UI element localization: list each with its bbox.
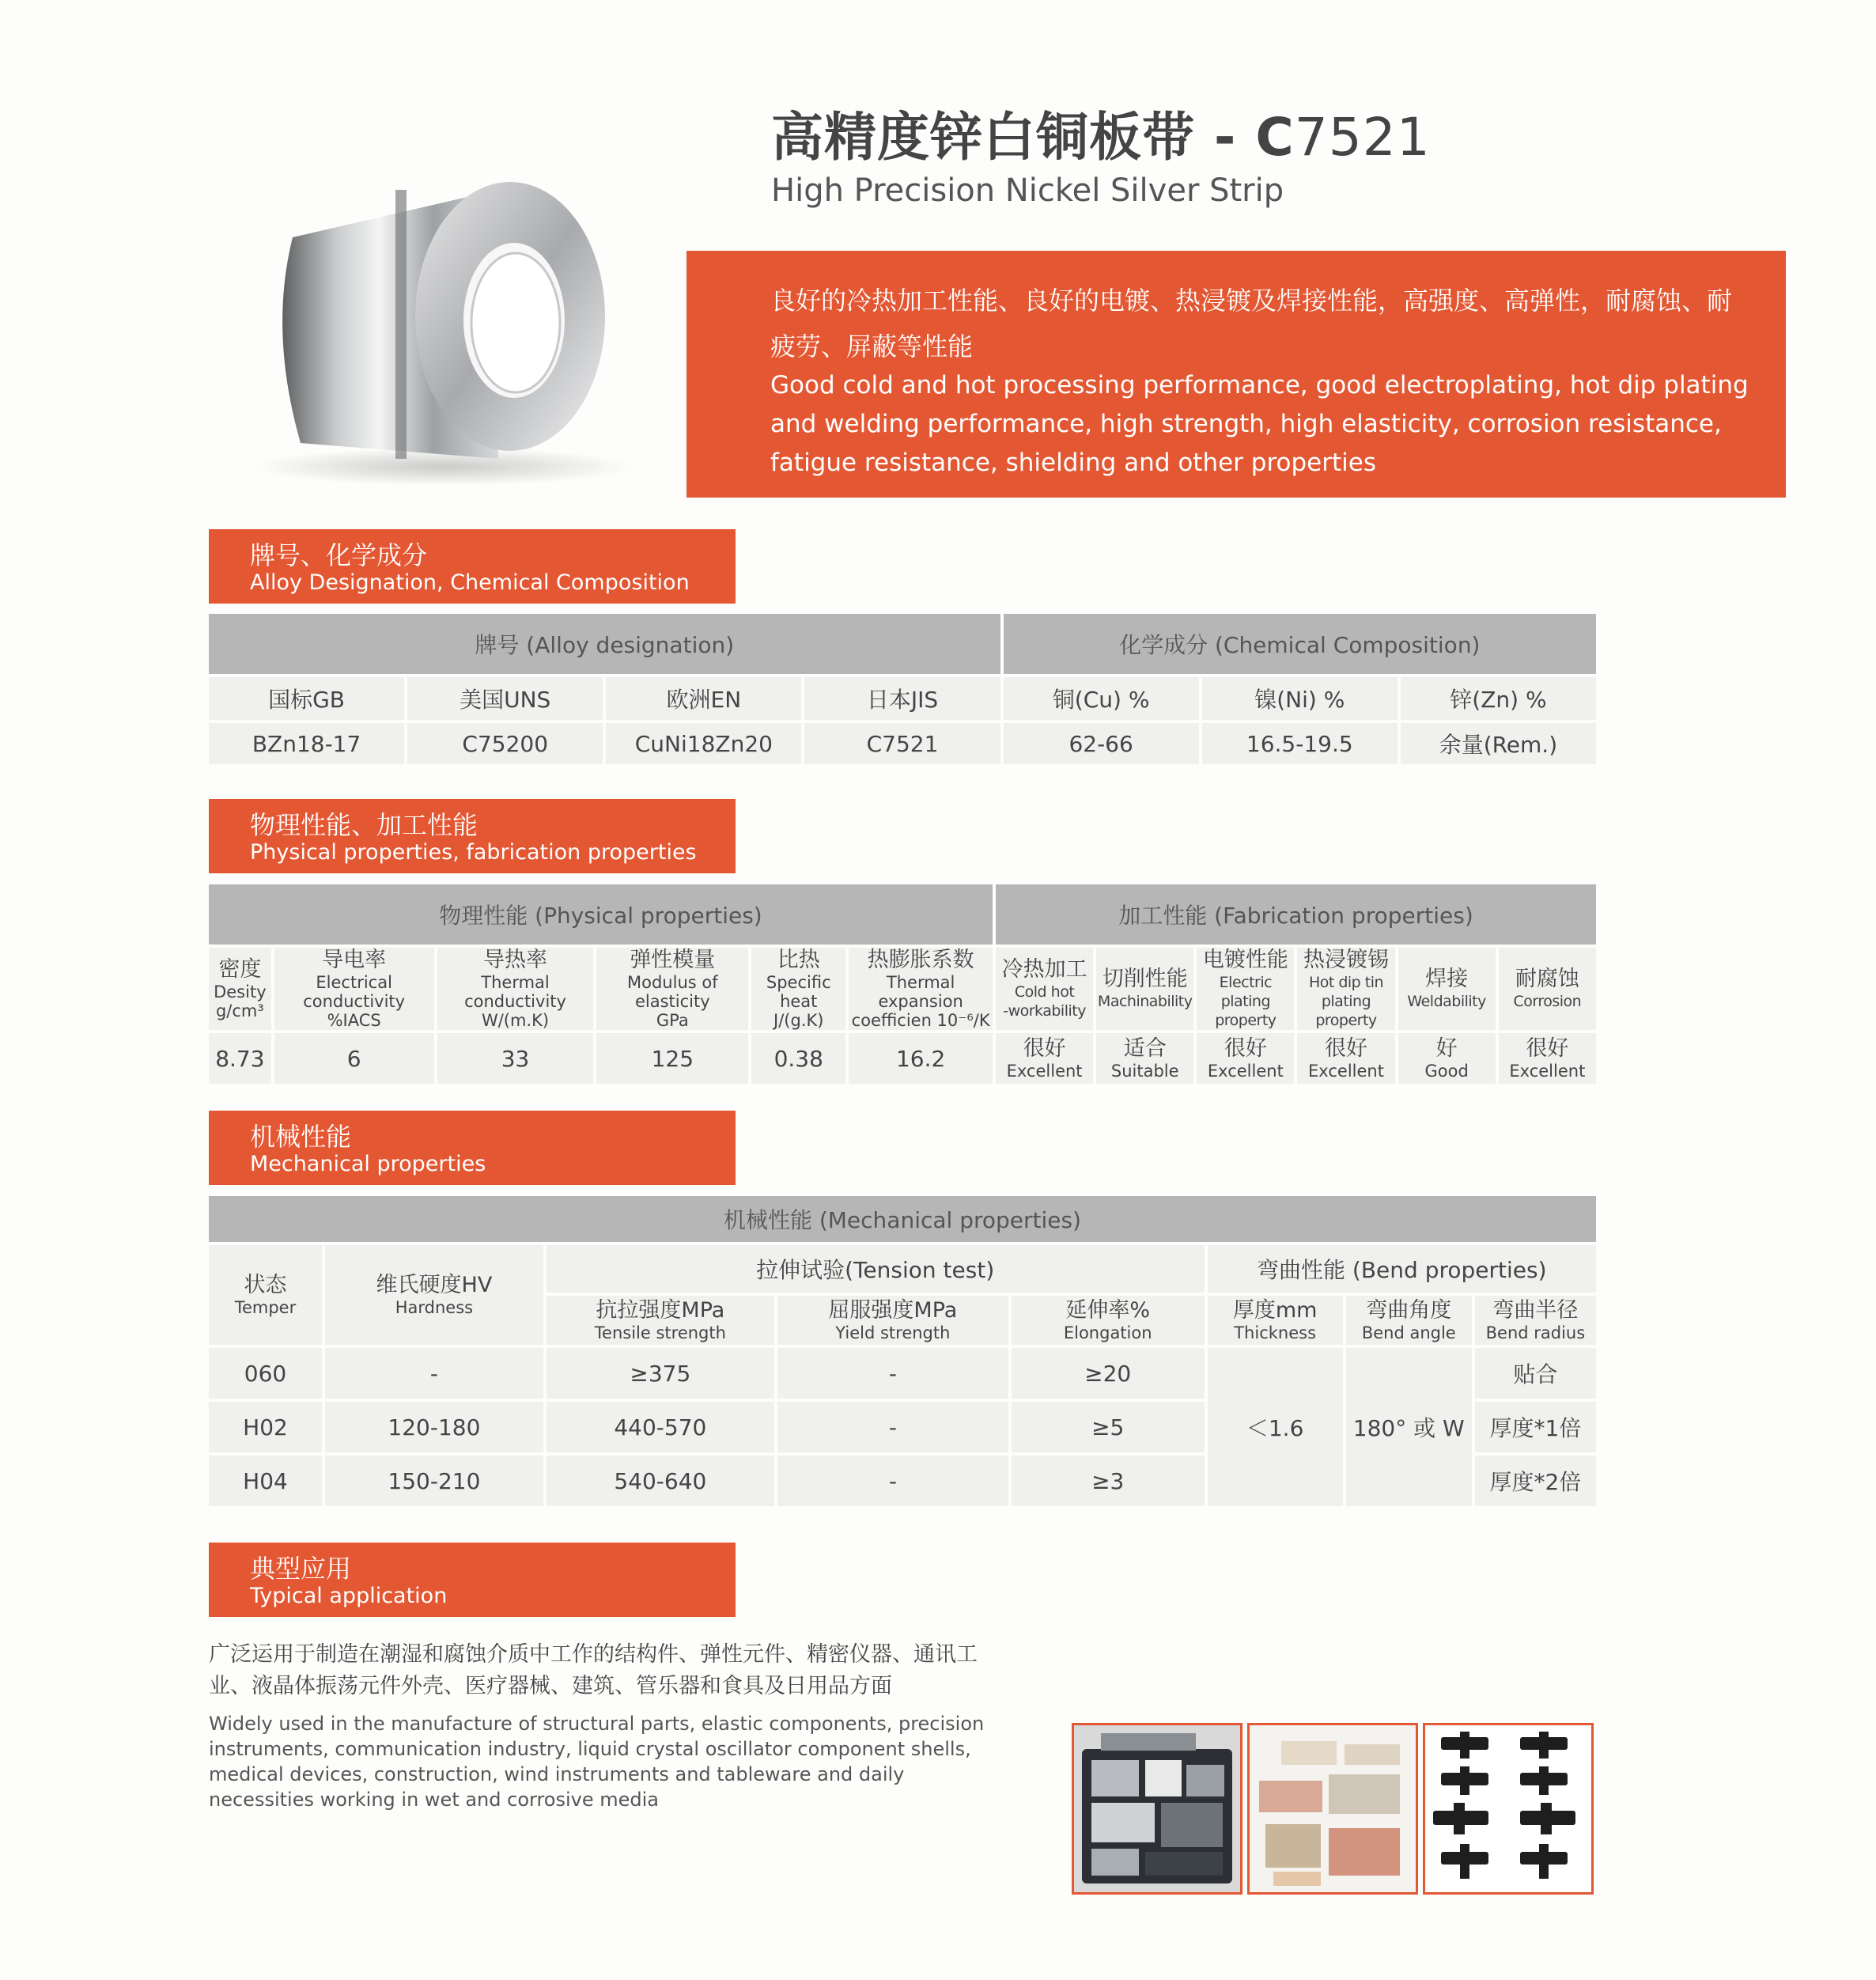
- table-cell: ≥375: [547, 1348, 774, 1399]
- table-cell: 余量(Rem.): [1401, 723, 1596, 764]
- table-cell: -: [777, 1402, 1008, 1452]
- col-header-hot-dip: 热浸镀锡 Hot dip tin plating property: [1297, 948, 1394, 1030]
- col-header: 锌(Zn) %: [1401, 677, 1596, 720]
- group-header-fabrication: 加工性能 (Fabrication properties): [996, 884, 1596, 945]
- group-header-bend: 弯曲性能 (Bend properties): [1208, 1245, 1596, 1293]
- col-header-hardness: 维氏硬度HV Hardness: [325, 1245, 543, 1345]
- section-title-cn: 典型应用: [250, 1554, 352, 1584]
- application-text-cn: 广泛运用于制造在潮湿和腐蚀介质中工作的结构件、弹性元件、精密仪器、通讯工业、液晶体振荡元件外壳、医疗器械、建筑、管乐器和食具及日用品方面: [209, 1642, 978, 1698]
- group-header-alloy: 牌号 (Alloy designation): [209, 614, 1000, 674]
- table-cell: ≥5: [1012, 1402, 1205, 1452]
- table-cell-bend-angle: 180° 或 W: [1346, 1348, 1472, 1506]
- table-cell: CuNi18Zn20: [606, 723, 801, 764]
- table-cell: -: [325, 1348, 543, 1399]
- col-header-modulus: 弹性模量 Modulus of elasticity GPa: [596, 948, 748, 1030]
- table-cell: H02: [209, 1402, 322, 1452]
- table-cell: ≥20: [1012, 1348, 1205, 1399]
- col-header-elongation: 延伸率% Elongation: [1012, 1296, 1205, 1345]
- col-header-thermal-expansion: 热膨胀系数 Thermal expansion coefficien 10⁻⁶/K: [849, 948, 993, 1030]
- section-header-mechanical: [209, 1111, 736, 1185]
- col-header-temper: 状态 Temper: [209, 1245, 322, 1345]
- table-cell: 540-640: [547, 1456, 774, 1506]
- col-header-workability: 冷热加工 Cold hot -workability: [996, 948, 1093, 1030]
- table-cell: 16.2: [849, 1033, 993, 1084]
- table-cell: 16.5-19.5: [1202, 723, 1398, 764]
- rating-cell: 适合 Suitable: [1096, 1033, 1193, 1084]
- table-cell: 150-210: [325, 1456, 543, 1506]
- mechanical-table-title: 机械性能 (Mechanical properties): [209, 1196, 1596, 1242]
- col-header-yield: 屈服强度MPa Yield strength: [777, 1296, 1008, 1345]
- section-title-cn: 牌号、化学成分: [250, 540, 428, 570]
- section-header-alloy: [209, 529, 736, 604]
- table-cell: 120-180: [325, 1402, 543, 1452]
- table-cell: 440-570: [547, 1402, 774, 1452]
- section-title-en: Mechanical properties: [250, 1152, 486, 1176]
- rating-cell: 很好 Excellent: [1197, 1033, 1294, 1084]
- col-header-thickness: 厚度mm Thickness: [1208, 1296, 1343, 1345]
- section-title-en: Physical properties, fabrication properties: [250, 840, 697, 865]
- col-header-machinability: 切削性能 Machinability: [1096, 948, 1193, 1030]
- section-title-en: Typical application: [250, 1584, 448, 1608]
- physical-properties-table: [206, 881, 1599, 1087]
- col-header: 铜(Cu) %: [1004, 677, 1199, 720]
- group-header-tension: 拉伸试验(Tension test): [547, 1245, 1205, 1293]
- table-cell: BZn18-17: [209, 723, 404, 764]
- table-cell: -: [777, 1456, 1008, 1506]
- table-row: [209, 1033, 1596, 1084]
- table-cell: 厚度*2倍: [1475, 1456, 1596, 1506]
- col-header-thermal-conductivity: 导热率 Thermal conductivity W/(m.K): [437, 948, 594, 1030]
- col-header: 国标GB: [209, 677, 404, 720]
- rating-cell: 很好 Excellent: [996, 1033, 1093, 1084]
- feature-text-en: Good cold and hot processing performance, good electroplating, hot dip plating and welding performance, high strength, high elasticity, corrosion resistance, fatigue resistance, shielding and other properties: [770, 371, 1749, 477]
- col-header-conductivity: 导电率 Electrical conductivity %IACS: [274, 948, 434, 1030]
- col-header-bend-angle: 弯曲角度 Bend angle: [1346, 1296, 1472, 1345]
- table-cell: 125: [596, 1033, 748, 1084]
- table-cell: 厚度*1倍: [1475, 1402, 1596, 1452]
- table-cell: 8.73: [209, 1033, 271, 1084]
- alloy-composition-table: [206, 611, 1599, 767]
- section-title-cn: 机械性能: [250, 1122, 352, 1152]
- col-header-electric-plating: 电镀性能 Electric plating property: [1197, 948, 1294, 1030]
- col-header: 镍(Ni) %: [1202, 677, 1398, 720]
- table-cell: 060: [209, 1348, 322, 1399]
- table-cell: 6: [274, 1033, 434, 1084]
- table-cell: 62-66: [1004, 723, 1199, 764]
- group-header-composition: 化学成分 (Chemical Composition): [1004, 614, 1596, 674]
- metal-coil-image: [237, 174, 664, 490]
- table-cell: C75200: [407, 723, 603, 764]
- table-row: [209, 723, 1596, 764]
- col-header-specific-heat: 比热 Specific heat J/(g.K): [751, 948, 845, 1030]
- application-text-en: Widely used in the manufacture of structural parts, elastic components, precision instruments, communication industry, liquid crystal oscillator component shells, medical devices, construction, wind instruments and tableware and daily necessities working in wet and corrosive media: [209, 1713, 985, 1811]
- col-header: 欧洲EN: [606, 677, 801, 720]
- table-cell: 贴合: [1475, 1348, 1596, 1399]
- table-cell: ≥3: [1012, 1456, 1205, 1506]
- mechanical-properties-table: [206, 1193, 1599, 1509]
- rating-cell: 很好 Excellent: [1297, 1033, 1394, 1084]
- col-header-density: 密度 Desity g/cm³: [209, 948, 271, 1030]
- feature-banner: [686, 251, 1786, 498]
- feature-text-cn: 良好的冷热加工性能、良好的电镀、热浸镀及焊接性能，高强度、高弹性，耐腐蚀、耐疲劳、屏蔽等性能: [770, 286, 1733, 362]
- section-title-en: Alloy Designation, Chemical Composition: [250, 570, 690, 595]
- col-header-weldability: 焊接 Weldability: [1398, 948, 1496, 1030]
- col-header: 美国UNS: [407, 677, 603, 720]
- section-title-cn: 物理性能、加工性能: [250, 810, 478, 840]
- section-header-application: [209, 1543, 736, 1617]
- table-row: [209, 1348, 1596, 1399]
- table-cell: 33: [437, 1033, 594, 1084]
- col-header-bend-radius: 弯曲半径 Bend radius: [1475, 1296, 1596, 1345]
- table-cell-thickness: ＜1.6: [1208, 1348, 1343, 1506]
- table-cell: H04: [209, 1456, 322, 1506]
- connectors-photo: [1423, 1723, 1594, 1895]
- table-cell: -: [777, 1348, 1008, 1399]
- group-header-physical: 物理性能 (Physical properties): [209, 884, 993, 945]
- page-subtitle: High Precision Nickel Silver Strip: [771, 172, 1284, 209]
- table-cell: C7521: [804, 723, 1000, 764]
- electronics-photo: [1072, 1723, 1242, 1895]
- col-header-corrosion: 耐腐蚀 Corrosion: [1499, 948, 1596, 1030]
- section-header-physical: [209, 799, 736, 873]
- table-cell: 0.38: [751, 1033, 845, 1084]
- col-header: 日本JIS: [804, 677, 1000, 720]
- components-photo: [1247, 1723, 1418, 1895]
- rating-cell: 好 Good: [1398, 1033, 1496, 1084]
- col-header-tensile: 抗拉强度MPa Tensile strength: [547, 1296, 774, 1345]
- page-title: 高精度锌白铜板带 - C7521: [771, 107, 1431, 168]
- rating-cell: 很好 Excellent: [1499, 1033, 1596, 1084]
